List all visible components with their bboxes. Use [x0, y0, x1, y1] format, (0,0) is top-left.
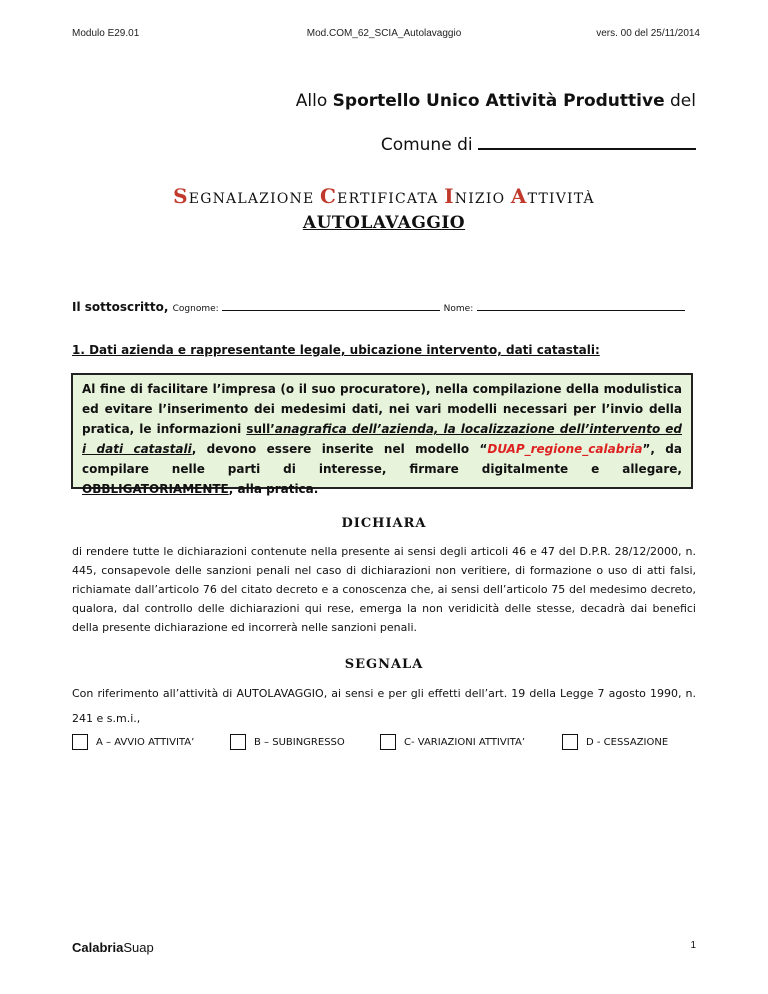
- header-version: vers. 00 del 25/11/2014: [596, 28, 700, 39]
- header-document-name: Mod.COM_62_SCIA_Autolavaggio: [306, 28, 462, 39]
- checkbox[interactable]: [380, 734, 396, 750]
- option-label: A – AVVIO ATTIVITA’: [96, 736, 195, 748]
- sottoscritto-row: Il sottoscritto, Cognome: Nome:: [72, 300, 696, 314]
- header-module-code: Modulo E29.01: [72, 28, 140, 39]
- option-variazioni[interactable]: [380, 734, 525, 750]
- activity-options: [72, 734, 712, 754]
- page-number: 1: [690, 940, 696, 951]
- segnala-heading: SEGNALA: [344, 657, 424, 672]
- dichiara-heading: DICHIARA: [341, 516, 427, 531]
- dichiara-text: di rendere tutte le dichiarazioni contenute nella presente ai sensi degli articoli 46 e 47 del D.P.R. 28/12/2000, n. 445, consapevole delle sanzioni penali nel caso di dichiarazioni non veritiere, di formazione o uso di atti falsi, richiamate dall’articolo 76 del citato decreto e a conoscenza che, ai sensi dell’articolo 75 del medesimo decreto, qualora, dal controllo delle dichiarazioni qui rese, emerga la non veridicità delle stesse, decadrà dai benefici della presente dichiarazione ed incorrerà nelle sanzioni penali.: [72, 545, 696, 634]
- checkbox[interactable]: [230, 734, 246, 750]
- checkbox[interactable]: [72, 734, 88, 750]
- document-title: SEGNALAZIONE CERTIFICATA INIZIO ATTIVITÀ: [173, 184, 595, 208]
- calabria-suap-logo: CalabriaSuap: [72, 940, 154, 955]
- option-cessazione[interactable]: [562, 734, 668, 750]
- comune-blank-field[interactable]: [478, 134, 696, 150]
- document-subtitle: AUTOLAVAGGIO: [302, 213, 466, 233]
- option-subingresso[interactable]: [230, 734, 345, 750]
- addressee-line-1: Allo Sportello Unico Attività Produttive del: [295, 91, 696, 111]
- cognome-field[interactable]: [222, 301, 440, 311]
- nome-field[interactable]: [477, 301, 685, 311]
- segnala-text: Con riferimento all’attività di AUTOLAVAGGIO, ai sensi e per gli effetti dell’art. 19 della Legge 7 agosto 1990, n. 241 e s.m.i.,: [72, 687, 696, 725]
- notice-box: Al fine di facilitare l’impresa (o il suo procuratore), nella compilazione della modulistica ed evitare l’inserimento dei medesimi dati, nei vari modelli necessari per l’invio della pratica, le informazioni sull’anagrafica dell’azienda, la localizzazione dell’intervento ed i dati catastali, devono essere inserite nel modello “DUAP_regione_calabria”, da compilare nelle parti di interesse, firmare digitalmente e allegare, OBBLIGATORIAMENTE, alla pratica.: [71, 373, 693, 489]
- checkbox[interactable]: [562, 734, 578, 750]
- addressee-line-2: Comune di: [381, 134, 696, 155]
- section-1-title: 1. Dati azienda e rappresentante legale, ubicazione intervento, dati catastali:: [72, 343, 600, 357]
- option-label: C- VARIAZIONI ATTIVITA’: [404, 736, 526, 748]
- option-label: D - CESSAZIONE: [586, 736, 669, 748]
- option-label: B – SUBINGRESSO: [254, 736, 345, 748]
- option-avvio[interactable]: [72, 734, 194, 750]
